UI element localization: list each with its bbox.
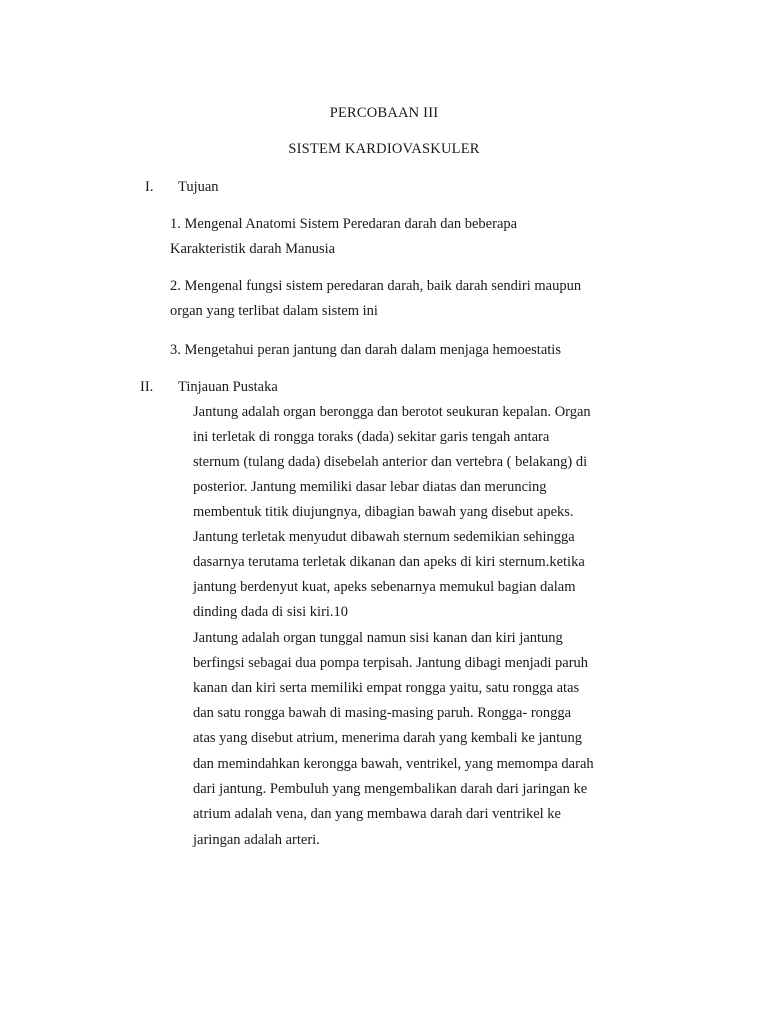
paragraph-line: dan memindahkan kerongga bawah, ventrikel, yang memompa darah bbox=[193, 756, 594, 772]
section-number: II. bbox=[140, 379, 154, 395]
paragraph-line: berfingsi sebagai dua pompa terpisah. Jantung dibagi menjadi paruh bbox=[193, 655, 589, 671]
goal-line: 2. Mengenal fungsi sistem peredaran darah, baik darah sendiri maupun bbox=[170, 278, 582, 294]
paragraph-line: Jantung adalah organ berongga dan berotot seukuran kepalan. Organ bbox=[193, 404, 591, 420]
paragraph-line: membentuk titik diujungnya, dibagian bawah yang disebut apeks. bbox=[193, 504, 574, 520]
paragraph-line: jantung berdenyut kuat, apeks sebenarnya memukul bagian dalam bbox=[193, 579, 576, 595]
paragraph-line: atrium adalah vena, dan yang membawa darah dari ventrikel ke bbox=[193, 806, 561, 822]
section-title: Tujuan bbox=[178, 179, 219, 195]
paragraph-line: sternum (tulang dada) disebelah anterior dan vertebra ( belakang) di bbox=[193, 454, 588, 470]
goal-line: 3. Mengetahui peran jantung dan darah dalam menjaga hemoestatis bbox=[170, 342, 561, 358]
section-number: I. bbox=[145, 179, 154, 195]
paragraph-line: dinding dada di sisi kiri.10 bbox=[193, 604, 349, 620]
goal-line: organ yang terlibat dalam sistem ini bbox=[170, 303, 378, 319]
paragraph-line: ini terletak di rongga toraks (dada) sekitar garis tengah antara bbox=[193, 429, 550, 445]
paragraph-line: Jantung adalah organ tunggal namun sisi kanan dan kiri jantung bbox=[193, 630, 563, 646]
paragraph-line: atas yang disebut atrium, menerima darah yang kembali ke jantung bbox=[193, 730, 582, 746]
paragraph-line: dari jantung. Pembuluh yang mengembalikan darah dari jaringan ke bbox=[193, 781, 588, 797]
paragraph-line: kanan dan kiri serta memiliki empat rongga yaitu, satu rongga atas bbox=[193, 680, 580, 696]
goal-line: Karakteristik darah Manusia bbox=[170, 241, 336, 257]
goal-line: 1. Mengenal Anatomi Sistem Peredaran darah dan beberapa bbox=[170, 216, 518, 232]
paragraph-line: jaringan adalah arteri. bbox=[193, 832, 320, 848]
section-title: Tinjauan Pustaka bbox=[178, 379, 278, 395]
document-subtitle: SISTEM KARDIOVASKULER bbox=[288, 141, 480, 157]
paragraph-line: posterior. Jantung memiliki dasar lebar diatas dan meruncing bbox=[193, 479, 547, 495]
paragraph-line: dan satu rongga bawah di masing-masing paruh. Rongga- rongga bbox=[193, 705, 572, 721]
paragraph-line: Jantung terletak menyudut dibawah sternum sedemikian sehingga bbox=[193, 529, 575, 545]
document-title: PERCOBAAN III bbox=[329, 105, 439, 121]
paragraph-line: dasarnya terutama terletak dikanan dan apeks di kiri sternum.ketika bbox=[193, 554, 585, 570]
